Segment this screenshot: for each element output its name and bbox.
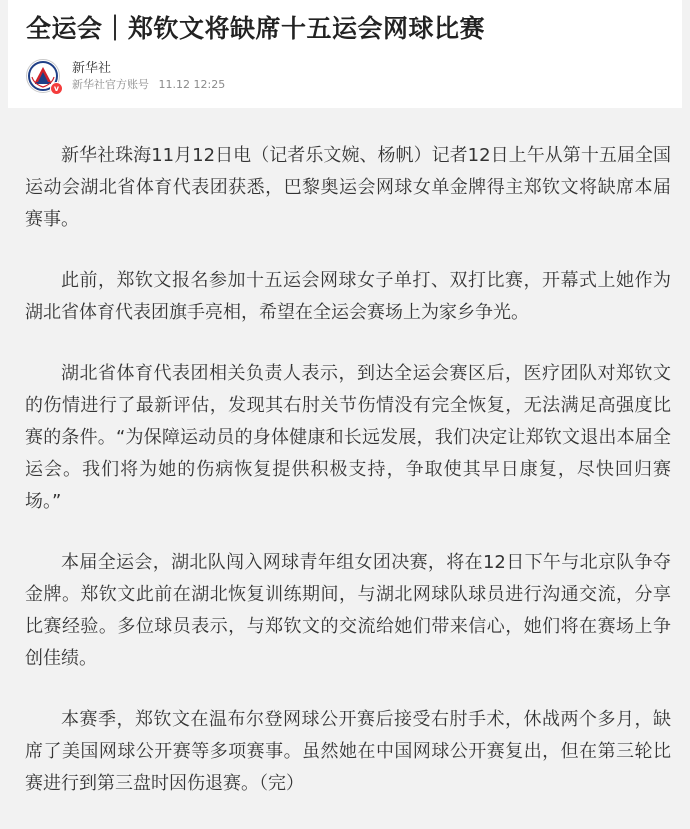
article-paragraph: 湖北省体育代表团相关负责人表示，到达全运会赛区后，医疗团队对郑钦文的伤情进行了最新评估，发现其右肘关节伤情没有完全恢复，无法满足高强度比赛的条件。“为保障运动员的身体健康和长远发展，我们决定让郑钦文退出本届全运会。我们将为她的伤病恢复提供积极支持，争取使其早日康复，尽快回归赛场。”: [25, 363, 671, 512]
article-body: [25, 140, 671, 829]
article-header: [8, 0, 682, 108]
verified-v-icon: v: [50, 82, 63, 95]
article-title: 全运会｜郑钦文将缺席十五运会网球比赛: [26, 14, 486, 43]
author-row[interactable]: [26, 59, 225, 93]
author-subline: [72, 78, 225, 92]
author-name[interactable]: 新华社: [72, 60, 112, 76]
article-paragraph: 本赛季，郑钦文在温布尔登网球公开赛后接受右肘手术，休战两个多月，缺席了美国网球公开赛等多项赛事。虽然她在中国网球公开赛复出，但在第三轮比赛进行到第三盘时因伤退赛。（完）: [25, 709, 671, 794]
article-paragraph: 本届全运会，湖北队闯入网球青年组女团决赛，将在12日下午与北京队争夺金牌。郑钦文此前在湖北恢复训练期间，与湖北网球队球员进行沟通交流，分享比赛经验。多位球员表示，与郑钦文的交流给她们带来信心，她们将在赛场上争创佳绩。: [25, 552, 671, 669]
author-meta: [72, 61, 225, 92]
account-label: 新华社官方账号: [72, 77, 149, 91]
article-paragraph: 此前，郑钦文报名参加十五运会网球女子单打、双打比赛，开幕式上她作为湖北省体育代表团旗手亮相，希望在全运会赛场上为家乡争光。: [25, 270, 671, 323]
post-timestamp: 11.12 12:25: [158, 77, 226, 91]
author-avatar[interactable]: [26, 59, 60, 93]
article-paragraph: 新华社珠海11月12日电（记者乐文婉、杨帆）记者12日上午从第十五届全国运动会湖北省体育代表团获悉，巴黎奥运会网球女单金牌得主郑钦文将缺席本届赛事。: [25, 145, 671, 230]
